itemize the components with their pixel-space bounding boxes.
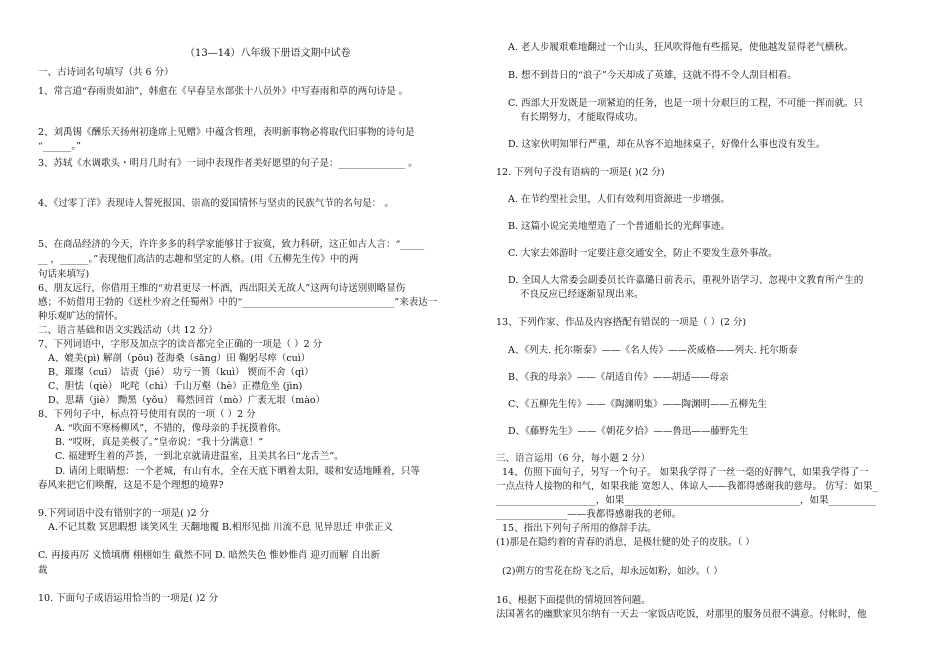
line-q5c: 句话来填写) (38, 269, 90, 280)
line-q8a: A. “吹面不寒杨柳风”，不错的，像母亲的手抚摸着你。 (55, 423, 287, 434)
line-q13b: B、《我的母亲》——《胡适自传》——胡适——母亲 (508, 372, 729, 383)
line-q13: 13、下列作家、作品及内容搭配有错误的一项是（ ）(2 分) (496, 317, 747, 328)
line-q7: 7、下列词语中，字形及加点字的读音都完全正确的一项是（ ）2 分 (38, 339, 323, 350)
line-q9ab: A.不记其数 冥思暇想 谈笑风生 天翻地覆 B.相形见拙 川流不息 见异思迁 申张正义 (48, 522, 394, 533)
line-q15b: (2)朔方的雪花在纷飞之后，却永远如粉，如沙。（ ） (502, 566, 723, 577)
line-q2a: 2、刘禹锡《酬乐天扬州初逢席上见赠》中蕴含哲理，表明新事物必将取代旧事物的诗句是 (38, 127, 415, 138)
line-q12b: B. 这篇小说完美地塑造了一个普通船长的光辉事迹。 (508, 221, 731, 232)
line-q12d: D. 全国人大常委会副委员长许嘉璐日前表示，重视外语学习、忽视中文教育所产生的 (508, 275, 864, 286)
line-q14b: 一点点待人接物的和气，如果我能 宽恕人、体谅人——我都得感谢我的慈母。 仿写：如果_ (496, 481, 878, 492)
line-q8c: C. 福建野生着的芦荟，一到北京就请进温室，且美其名曰“龙舌兰”。 (55, 451, 344, 462)
line-q10: 10. 下面句子成语运用恰当的一项是( )2 分 (38, 593, 219, 604)
line-q13d: D、《藤野先生》——《朝花夕拾》——鲁迅——藤野先生 (508, 426, 749, 437)
line-q4: 4、《过零丁洋》表现诗人誓死报国、崇高的爱国情怀与坚贞的民族气节的名句是： 。 (38, 198, 394, 209)
line-q10b: B. 想不到昔日的“浪子”今天却成了英雄，这就不得不令人刮目相看。 (508, 70, 797, 81)
line-q8: 8、下列句子中，标点符号使用有误的一项（ ）2 分 (38, 409, 256, 420)
line-q12: 12. 下列句子没有语病的一项是( )(2 分) (496, 167, 665, 178)
line-q6b: 感；不妨借用王勃的《送杜少府之任蜀州》中的“________________________________”来表达一 (38, 297, 438, 308)
line-q1: 1、常言道“春雨贵如油”，韩愈在《早春呈水部张十八员外》中写春雨和草的两句诗是 。 (38, 86, 409, 97)
line-s1: 一、古诗词名句填写（共 6 分） (38, 67, 174, 78)
line-q16a: 法国著名的幽默家贝尔纳有一天去一家饭店吃饭，对那里的服务员很不满意。付帐时，他 (496, 609, 867, 620)
line-q13a: A、《列夫. 托尔斯泰》——《名人传》——茨威格——列夫. 托尔斯泰 (508, 345, 798, 356)
line-q14d: _______________——我都得感谢我的老师。 (496, 509, 682, 520)
line-q9cd: C. 再接再厉 义愤填膺 栩栩如生 截然不同 D. 暗然失色 惟妙惟肖 迎刃而解 自出新 (38, 550, 380, 561)
line-q8d2: 春风来把它们唤醒，这是不是个理想的境界? (38, 480, 224, 491)
line-q10c: C. 西部大开发既是一项紧迫的任务，也是一项十分艰巨的工程，不可能一挥而就。只 (508, 98, 863, 109)
line-q12a: A. 在节约型社会里，人们有效利用资源进一步增强。 (508, 194, 730, 205)
line-q7d: D、思藉（jiè） 黝黑（yǒu） 蓦然回首（mò）广袤无垠（mào） (48, 395, 326, 406)
line-q9: 9.下列词语中没有错别字的一项是( )2 分 (38, 508, 210, 519)
line-q7a: A、媲美(pì) 解剖（pōu) 苍海桑（sāng）田 鞠躬尽瘁（cuì） (48, 353, 311, 364)
line-q14a: 14、仿照下面句子，另写一个句子。 如果我学得了一丝一毫的好脾气，如果我学得了一 (502, 467, 869, 478)
line-q7b: B、璀璨（cuī） 诘责（jié） 功亏一篑（kuì） 锲而不舍（qì） (48, 367, 314, 378)
line-q13c: C、《五柳先生传》——《陶渊明集》——陶渊明——五柳先生 (508, 399, 768, 410)
line-q9cd2: 裁 (38, 565, 48, 576)
line-q12d2: 不良反应已经逐渐显现出来。 (520, 289, 644, 300)
line-q7c: C、胆怯（qiè） 叱咤（chì）千山万壑（hè）正襟危坐 (jìn) (48, 381, 303, 392)
line-q2b: “______。” (38, 141, 81, 152)
line-q8b: B. “哎呀，真是美极了。”皇帝说：“我十分满意！” (55, 437, 264, 448)
line-q10c2: 有长期努力，才能取得成功。 (520, 112, 644, 123)
line-q5b: __ ，______。”表现他们高洁的志趣和坚定的人格。(用《五柳先生传》中的两 (38, 254, 359, 265)
line-q10d: D. 这家伙明知罪行严重，却在从容不迫地抹桌子，好像什么事也没有发生。 (508, 139, 826, 150)
line-q10a: A. 老人步履艰难地翻过一个山头，狂风吹得他有些摇晃，使他越发显得老气横秋。 (508, 42, 854, 53)
line-title: （13—14）八年级下册语文期中试卷 (185, 48, 351, 59)
line-s3: 三、语言运用（6 分，每小题 2 分） (496, 453, 651, 464)
line-q8d: D. 请闭上眼睛想：一个老城，有山有水，全在天底下晒着太阳，暖和安适地睡着，只等 (55, 466, 420, 477)
line-q6a: 6、朋友远行，你借用王维的“劝君更尽一杯酒，西出阳关无故人”这两句诗送别则略显伤 (38, 283, 406, 294)
line-q5a: 5、在商品经济的今天，许许多多的科学家能够甘于寂寞，致力科研，这正如古人言：“_____ (38, 239, 425, 250)
line-q16: 16、根据下面提供的情境回答问题。 (496, 595, 651, 606)
line-q6c: 种乐观旷达的情怀。 (38, 311, 124, 322)
line-q3: 3、苏轼《水调歌头・明月几时有》一词中表现作者美好愿望的句子是：______________ 。 (38, 158, 418, 169)
line-s2: 二、语言基础和语文实践活动（共 12 分） (38, 325, 218, 336)
line-q15a: (1)那是在隐约着的青春的消息，是极壮健的处子的皮肤。（ ） (496, 537, 755, 548)
line-q15: 15、指出下列句子所用的修辞手法。 (502, 523, 657, 534)
line-q12c: C. 大家去郊游时一定要注意交通安全，防止不要发生意外事故。 (508, 248, 778, 259)
line-q14c: _____________________，如果_____________________________________，如果__________ (496, 495, 877, 506)
